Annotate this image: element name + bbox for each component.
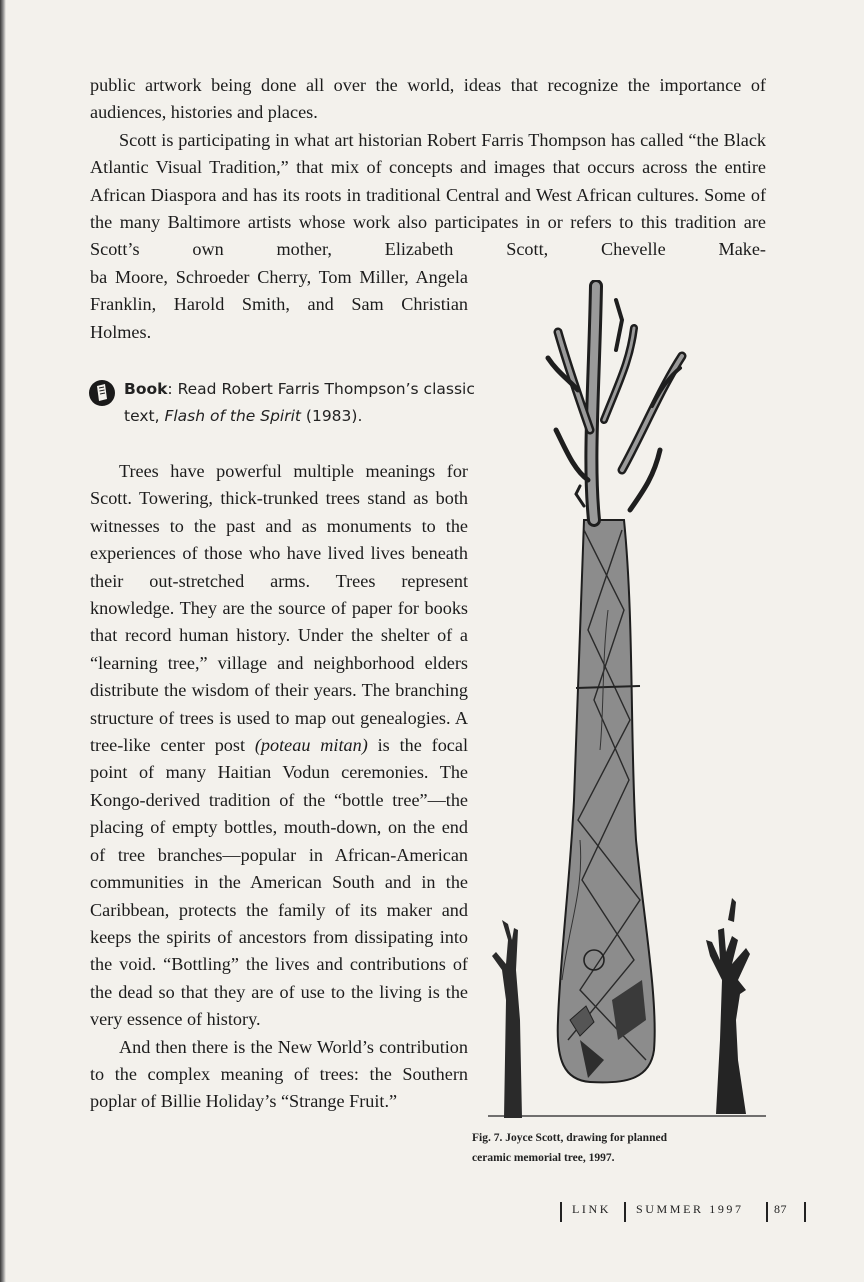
footer-divider [766,1202,768,1222]
trees-text-part1: Trees have powerful multiple meanings for Scott. Towering, thick-trunked trees stand as both witnesses to the past and as monuments to the experiences of those who have lived lives beneath their out-stretched arms. Trees represent knowledge. They are the source of paper for books that record human history. Under the shelter of a “learning tree,” village and neighborhood elders distribute the wisdom of their years. The branching structure of trees is used to map out genealogies. A tree-like center post [90,461,468,756]
book-icon [88,379,116,407]
footer-divider [560,1202,562,1222]
page-number: 87 [774,1202,787,1216]
book-note-text [124,376,478,430]
page-footer [560,1198,808,1224]
book-note [88,376,478,430]
book-label: Book [124,380,168,398]
full-width-text [90,72,766,264]
figure-caption [472,1128,772,1168]
left-tree-silhouette [492,920,522,1118]
paragraph-strange-fruit: And then there is the New World’s contribution to the complex meaning of trees: the Southern poplar of Billie Holiday’s “Strange Fruit.” [90,1036,468,1112]
page-binding-edge [0,0,6,1282]
poteau-mitan-term: (poteau mitan) [254,735,368,756]
paragraph-artists-continued: ba Moore, Schroeder Cherry, Tom Miller, Angela Franklin, Harold Smith, and Sam Christian Holmes. [90,267,468,342]
tree-drawing-figure [484,280,780,1122]
paragraph-trees [90,458,468,1034]
right-tree-silhouette [706,898,750,1114]
caption-line-1: Fig. 7. Joyce Scott, drawing for planned [472,1132,667,1144]
main-tree-branches [548,286,682,520]
column-text-trees [90,458,468,1116]
book-title: Flash of the Spirit [164,407,301,425]
book-note-year: (1983). [300,407,363,425]
column-continuation [90,264,468,346]
paragraph-black-atlantic: Scott is participating in what art historian Robert Farris Thompson has called “the Black Atlantic Visual Tradition,” that mix of concepts and images that occurs across the entire African Diaspora and has its roots in traditional Central and West African cultures. Some of the many Baltimore artists whose work also participates in or refers to this tradition are Scott’s own mother, Elizabeth Scott, Chevelle Make- [90,129,766,260]
footer-divider [624,1202,626,1222]
trees-text-part2: is the focal point of many Haitian Vodun ceremonies. The Kongo-derived tradition of the “bottle tree”—the placing of empty bottles, mouth-down, on the end of tree branches—popular in African-American communities in the American South and in the Caribbean, protects the family of its maker and keeps the spirits of ancestors from dissipating into the void. “Bottling” the lives and contributions of the dead so that they are of use to the living is the very essence of history. [90,735,469,1030]
footer-publication: LINK [572,1202,612,1216]
footer-issue: SUMMER 1997 [636,1202,744,1216]
footer-divider [804,1202,806,1222]
caption-line-2: ceramic memorial tree, 1997. [472,1152,615,1164]
main-tree-trunk [558,520,655,1082]
book-note-lead: : Read Robert Farris Thompson’s classic text, [124,380,475,425]
paragraph-intro: public artwork being done all over the world, ideas that recognize the importance of audiences, histories and places. [90,75,766,123]
